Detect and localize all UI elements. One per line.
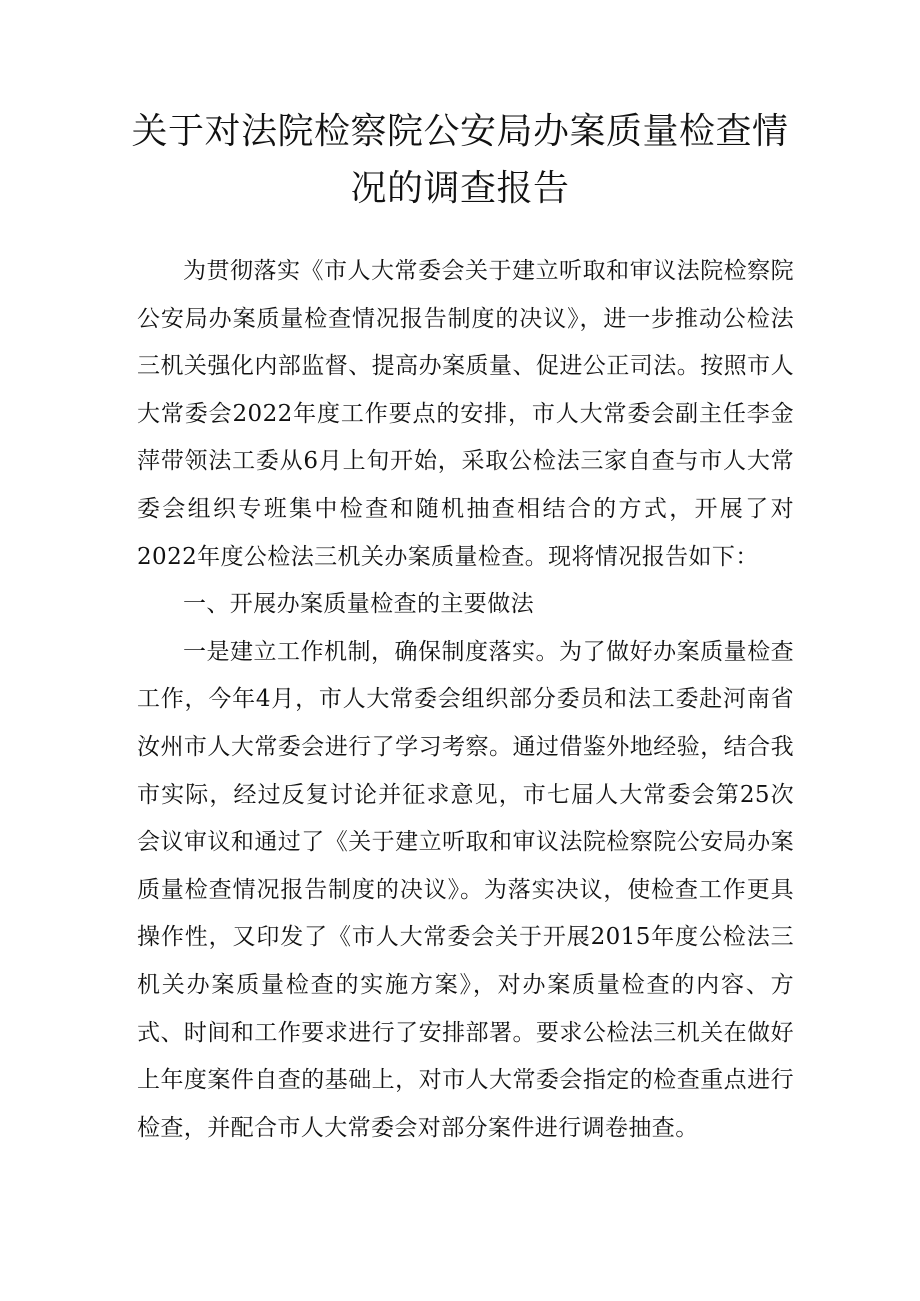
title-line-1: 关于对法院检察院公安局办案质量检查情 xyxy=(131,111,789,152)
title-line-2: 况的调查报告 xyxy=(350,168,570,209)
paragraph-intro: 为贯彻落实《市人大常委会关于建立听取和审议法院检察院公安局办案质量检查情况报告制度的决议》，进一步推动公检法三机关强化内部监督、提高办案质量、促进公正司法。按照市人大常委会2022年度工作要点的安排，市人大常委会副主任李金萍带领法工委从6月上旬开始，采取公检法三家自查与市人大常委会组织专班集中检查和随机抽查相结合的方式，开展了对2022年度公检法三机关办案质量检查。现将情况报告如下： xyxy=(137,258,794,570)
document-title xyxy=(110,103,810,217)
paragraph-mechanism: 一是建立工作机制，确保制度落实。为了做好办案质量检查工作，今年4月，市人大常委会组织部分委员和法工委赴河南省汝州市人大常委会进行了学习考察。通过借鉴外地经验，结合我市实际，经过反复讨论并征求意见，市七届人大常委会第25次会议审议和通过了《关于建立听取和审议法院检察院公安局办案质量检查情况报告制度的决议》。为落实决议，使检查工作更具操作性，又印发了《市人大常委会关于开展2015年度公检法三机关办案质量检查的实施方案》，对办案质量检查的内容、方式、时间和工作要求进行了安排部署。要求公检法三机关在做好上年度案件自查的基础上，对市人大常委会指定的检查重点进行检查，并配合市人大常委会对部分案件进行调卷抽查。 xyxy=(137,638,794,1141)
document-body xyxy=(137,248,794,1152)
section-heading-1: 一、开展办案质量检查的主要做法 xyxy=(183,591,534,618)
